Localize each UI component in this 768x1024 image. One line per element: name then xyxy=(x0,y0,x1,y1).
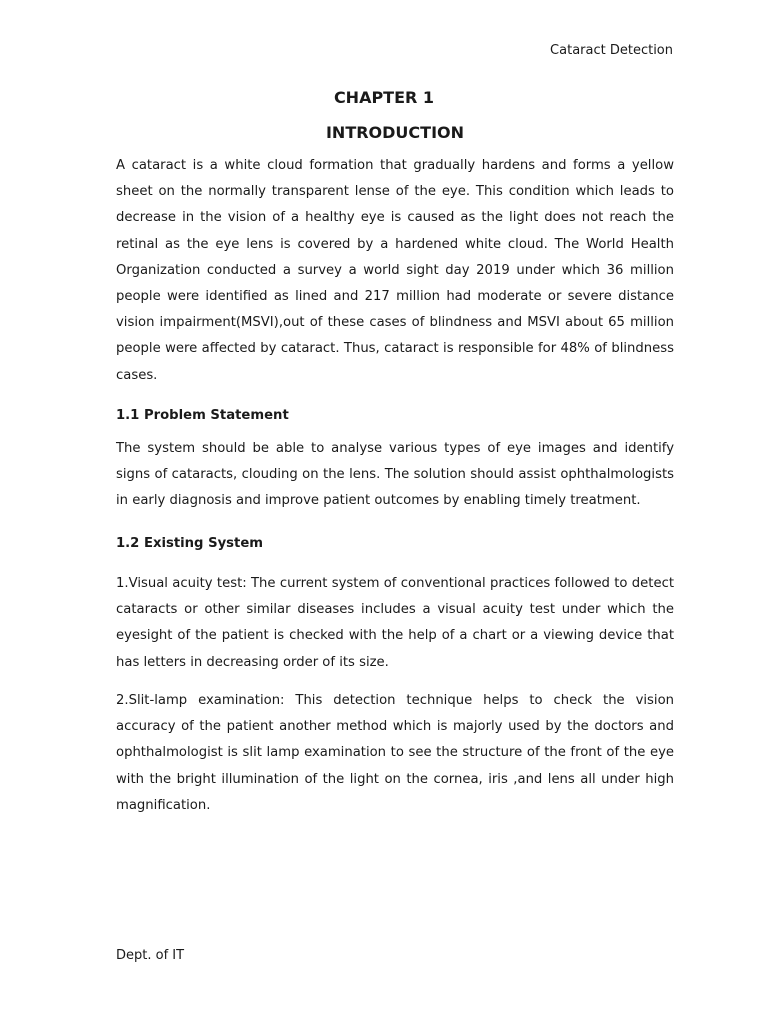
existing-system-item-2: 2.Slit-lamp examination: This detection technique helps to check the vision accuracy of the patient another method which is majorly used by the doctors and ophthalmologist is slit lamp examination to see the structure of the front of the eye with the bright illumination of the light on the cornea, iris ,and lens all under high magnification. xyxy=(116,693,674,813)
section-heading-existing-system: 1.2 Existing System xyxy=(116,536,264,551)
section-heading-problem-statement: 1.1 Problem Statement xyxy=(116,408,289,423)
chapter-title: INTRODUCTION xyxy=(325,123,465,142)
chapter-label: CHAPTER 1 xyxy=(333,88,435,107)
problem-statement-paragraph: The system should be able to analyse various types of eye images and identify signs of cataracts, clouding on the lens. The solution should assist ophthalmologists in early diagnosis and improve patient outcomes by enabling timely treatment. xyxy=(116,441,674,509)
intro-paragraph: A cataract is a white cloud formation that gradually hardens and forms a yellow sheet on the normally transparent lense of the eye. This condition which leads to decrease in the vision of a healthy eye is caused as the light does not reach the retinal as the eye lens is covered by a hardened white cloud. The World Health Organization conducted a survey a world sight day 2019 under which 36 million people were identified as lined and 217 million had moderate or severe distance vision impairment(MSVI),out of these cases of blindness and MSVI about 65 million people were affected by cataract. Thus, cataract is responsible for 48% of blindness cases. xyxy=(116,158,674,383)
existing-system-item-1: 1.Visual acuity test: The current system of conventional practices followed to detect cataracts or other similar diseases includes a visual acuity test under which the eyesight of the patient is checked with the help of a chart or a viewing device that has letters in decreasing order of its size. xyxy=(116,576,674,670)
running-header: Cataract Detection xyxy=(550,43,673,58)
running-footer: Dept. of IT xyxy=(116,948,185,963)
